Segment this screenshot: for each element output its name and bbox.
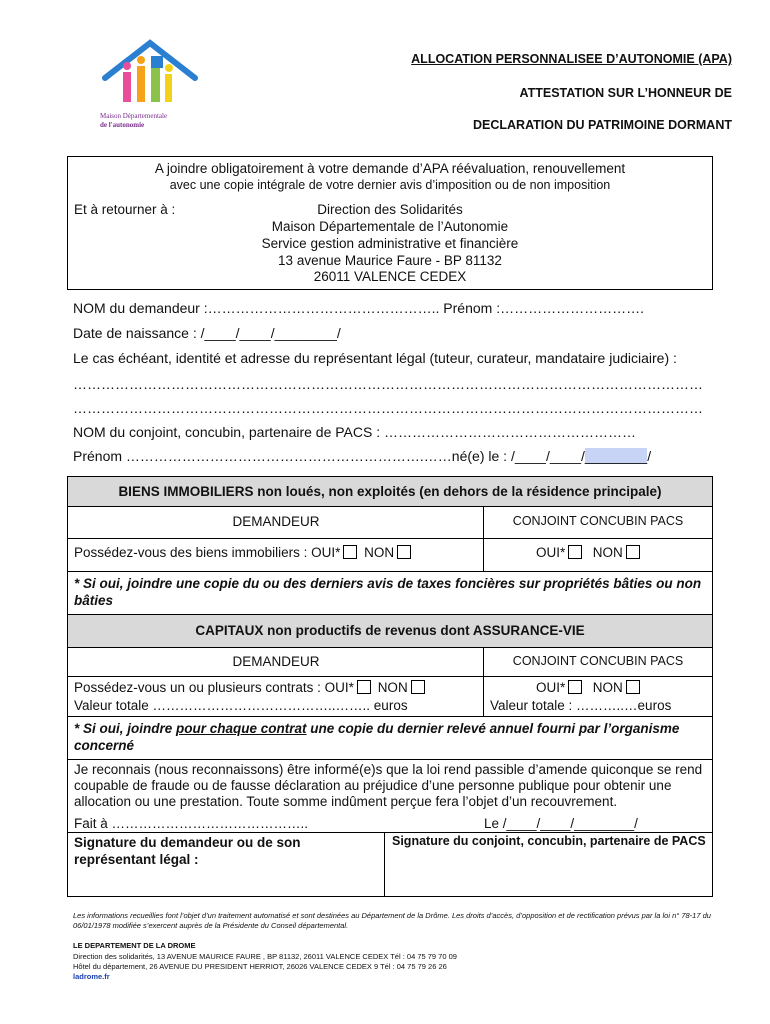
footer-org: LE DEPARTEMENT DE LA DROME bbox=[73, 941, 196, 950]
capitaux-demandeur-oui-checkbox[interactable] bbox=[357, 680, 371, 694]
footer-address-2: Hôtel du département, 26 AVENUE DU PRESIDENT HERRIOT, 26026 VALENCE CEDEX 9 Tél : 04 75 79 26 26 bbox=[73, 962, 447, 971]
instruction-line-2: avec une copie intégrale de votre dernier avis d’imposition ou de non imposition bbox=[169, 178, 611, 192]
capitaux-note-box bbox=[67, 716, 713, 760]
website-link[interactable]: ladrome.fr bbox=[73, 972, 110, 981]
conjoint-prenom-field[interactable]: Prénom ……………………………………………………….……né(e) le : /____/____/________/ bbox=[73, 448, 652, 464]
address-line-5: 26011 VALENCE CEDEX bbox=[313, 269, 467, 284]
immo-note-box bbox=[67, 571, 713, 615]
capitaux-valeur-demandeur[interactable]: Valeur totale …………………………………..…….. euros bbox=[74, 698, 408, 713]
capitaux-conjoint-non-checkbox[interactable] bbox=[626, 680, 640, 694]
immo-table bbox=[67, 506, 713, 572]
birthdate-field[interactable]: Date de naissance : /____/____/________/ bbox=[73, 325, 341, 341]
date-field[interactable]: Le /____/____/________/ bbox=[484, 816, 638, 831]
immo-section-header: BIENS IMMOBILIERS non loués, non exploités (en dehors de la résidence principale) bbox=[67, 476, 713, 507]
immo-question-row: Possédez-vous des biens immobiliers : OUI* NON bbox=[74, 545, 414, 560]
declaration-box bbox=[67, 759, 713, 897]
fait-a-field[interactable]: Fait à …………………………………….. bbox=[74, 816, 309, 831]
capitaux-valeur-conjoint[interactable]: Valeur totale : ………..…euros bbox=[490, 698, 672, 713]
doc-title: ALLOCATION PERSONNALISEE D’AUTONOMIE (APA) bbox=[411, 52, 732, 66]
immo-conjoint-oui-checkbox[interactable] bbox=[568, 545, 582, 559]
address-line-2: Maison Départementale de l’Autonomie bbox=[271, 219, 509, 234]
capitaux-col-conjoint: CONJOINT CONCUBIN PACS bbox=[512, 654, 684, 668]
capitaux-demandeur-non-checkbox[interactable] bbox=[411, 680, 425, 694]
capitaux-conjoint-row: OUI* NON bbox=[536, 680, 643, 695]
capitaux-question-row: Possédez-vous un ou plusieurs contrats : OUI* NON bbox=[74, 680, 428, 695]
legal-notice: Les informations recueillies font l’objet d’un traitement automatisé et sont destinées au Département de la Drôme. Les droits d’accès, d’opposition et de rectification prévus par la loi n° 78-17 du 06/01/1978 modifiée s’exercent auprès de la Présidente du Conseil départemental. bbox=[73, 911, 711, 930]
immo-demandeur-non-checkbox[interactable] bbox=[397, 545, 411, 559]
instructions-box bbox=[67, 156, 713, 290]
year-highlight[interactable]: ________ bbox=[584, 448, 648, 464]
conjoint-field[interactable]: NOM du conjoint, concubin, partenaire de PACS : ……………………………………………… bbox=[73, 424, 637, 440]
capitaux-conjoint-oui-checkbox[interactable] bbox=[568, 680, 582, 694]
immo-demandeur-oui-checkbox[interactable] bbox=[343, 545, 357, 559]
doc-subtitle-1: ATTESTATION SUR L’HONNEUR DE bbox=[519, 86, 732, 100]
doc-subtitle-2: DECLARATION DU PATRIMOINE DORMANT bbox=[472, 118, 732, 132]
capitaux-col-demandeur: DEMANDEUR bbox=[232, 654, 320, 669]
signature-demandeur[interactable]: Signature du demandeur ou de son représentant légal : bbox=[74, 835, 301, 867]
immo-conjoint-non-checkbox[interactable] bbox=[626, 545, 640, 559]
representative-label: Le cas échéant, identité et adresse du représentant légal (tuteur, curateur, mandataire judiciaire) : bbox=[73, 350, 677, 366]
footer-link[interactable] bbox=[73, 972, 110, 982]
capitaux-table bbox=[67, 647, 713, 717]
capitaux-section-header: CAPITAUX non productifs de revenus dont ASSURANCE-VIE bbox=[67, 614, 713, 648]
nom-field[interactable]: NOM du demandeur :………………………………………….. Prénom :…………………………. bbox=[73, 300, 644, 316]
immo-col-demandeur: DEMANDEUR bbox=[232, 514, 320, 529]
instruction-line-1: A joindre obligatoirement à votre demande d’APA réévaluation, renouvellement bbox=[154, 161, 626, 176]
immo-conjoint-row: OUI* NON bbox=[536, 545, 643, 560]
immo-col-conjoint: CONJOINT CONCUBIN PACS bbox=[512, 514, 684, 528]
return-label: Et à retourner à : bbox=[74, 202, 176, 217]
representative-line-1[interactable]: ……………………………………………………………………………………………………………………… bbox=[73, 376, 703, 392]
address-line-3: Service gestion administrative et financière bbox=[261, 236, 519, 251]
representative-line-2[interactable]: ……………………………………………………………………………………………………………………… bbox=[73, 400, 703, 416]
immo-note: * Si oui, joindre une copie du ou des derniers avis de taxes foncières sur propriétés bâties ou non bâties bbox=[74, 576, 702, 608]
logo-text: Maison Départementale de l'autonomie bbox=[100, 112, 168, 129]
declaration-text: Je reconnais (nous reconnaissons) être informé(e)s que la loi rend passible d’amende quiconque se rend coupable de fraude ou de fausse déclaration au préjudice d’une personne publique pour obtenir une allocation ou une prestation. Toute somme indûment perçue fera l’objet d’un recouvrement. bbox=[74, 762, 703, 809]
signature-conjoint[interactable]: Signature du conjoint, concubin, partenaire de PACS bbox=[392, 834, 706, 848]
address-line-1: Direction des Solidarités bbox=[317, 202, 463, 217]
address-line-4: 13 avenue Maurice Faure - BP 81132 bbox=[278, 253, 502, 268]
capitaux-note: * Si oui, joindre pour chaque contrat une copie du dernier relevé annuel fourni par l’organisme concerné bbox=[74, 721, 680, 753]
footer-address-1: Direction des solidarités, 13 AVENUE MAURICE FAURE , BP 81132, 26011 VALENCE CEDEX Tél : 04 75 79 70 09 bbox=[73, 952, 457, 961]
